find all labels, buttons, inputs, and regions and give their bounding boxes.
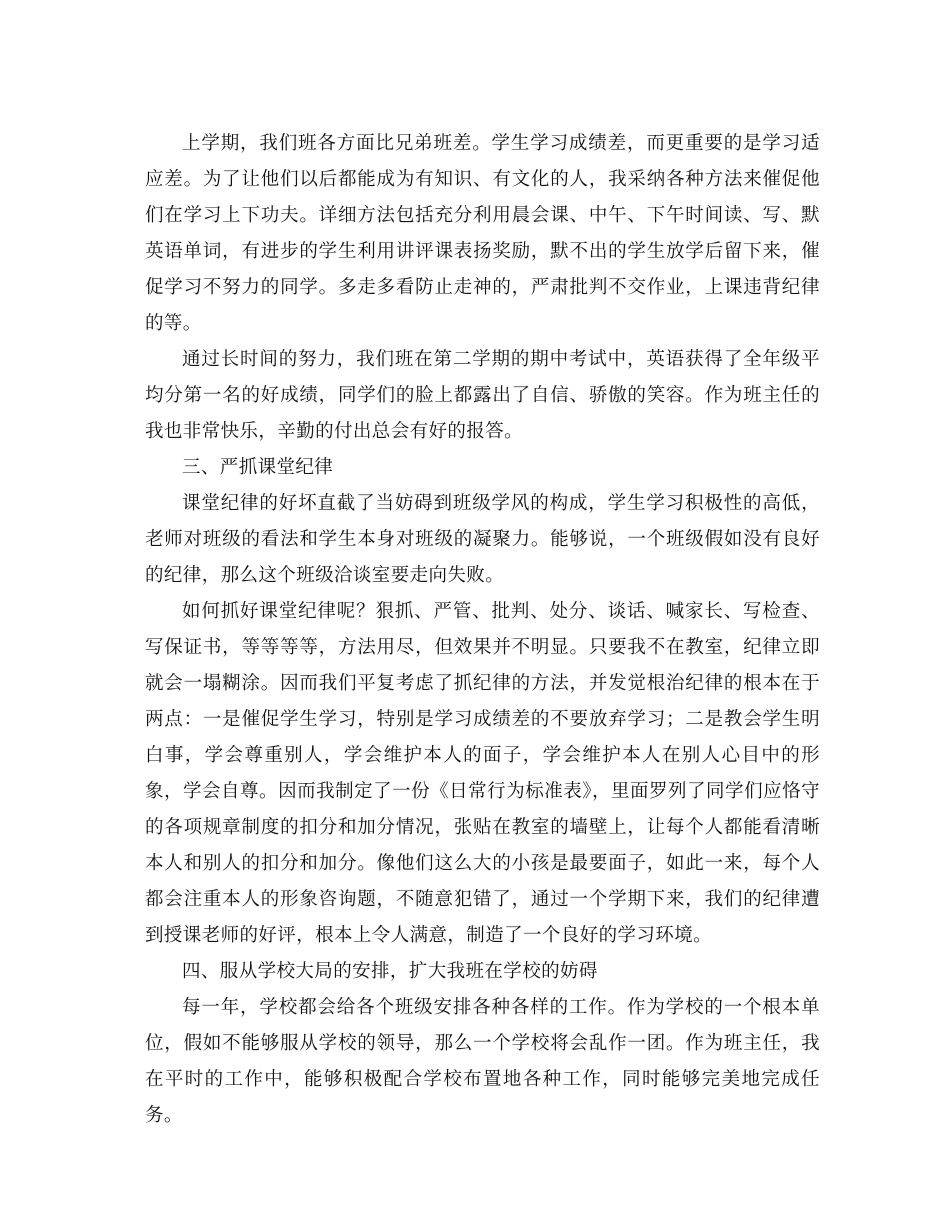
paragraph-discipline-importance: 课堂纪律的好坏直截了当妨碍到班级学风的构成，学生学习积极性的高低，老师对班级的看法和学生本身对班级的凝聚力。能够说，一个班级假如没有良好的纪律，那么这个班级洽谈室要走向失败。 xyxy=(145,493,820,586)
paragraph-school-work: 每一年，学校都会给各个班级安排各种各样的工作。作为学校的一个根本单位，假如不能够服从学校的领导，那么一个学校将会乱作一团。作为班主任，我在平时的工作中，能够积极配合学校布置地各种工作，同时能够完美地完成任务。 xyxy=(145,997,820,1126)
paragraph-exam-result: 通过长时间的努力，我们班在第二学期的期中考试中，英语获得了全年级平均分第一名的好成绩，同学们的脸上都露出了自信、骄傲的笑容。作为班主任的我也非常快乐，辛勤的付出总会有好的报答。 xyxy=(145,349,820,442)
paragraph-study-habits: 上学期，我们班各方面比兄弟班差。学生学习成绩差，而更重要的是学习适应差。为了让他们以后都能成为有知识、有文化的人，我采纳各种方法来催促他们在学习上下功夫。详细方法包括充分利用晨会课、中午、下午时间读、写、默英语单词，有进步的学生利用讲评课表扬奖励，默不出的学生放学后留下来，催促学习不努力的同学。多走多看防止走神的，严肃批判不交作业，上课违背纪律的等。 xyxy=(145,133,820,334)
document-body xyxy=(145,126,820,1134)
section-heading-discipline: 三、严抓课堂纪律 xyxy=(182,457,334,478)
paragraph-discipline-methods: 如何抓好课堂纪律呢？狠抓、严管、批判、处分、谈话、喊家长、写检查、写保证书，等等等等，方法用尽，但效果并不明显。只要我不在教室，纪律立即就会一塌糊涂。因而我们平复考虑了抓纪律的方法，并发觉根治纪律的根本在于两点：一是催促学生学习，特别是学习成绩差的不要放弃学习；二是教会学生明白事，学会尊重别人，学会维护本人的面子，学会维护本人在别人心目中的形象，学会自尊。因而我制定了一份《日常行为标准表》，里面罗列了同学们应恪守的各项规章制度的扣分和加分情况，张贴在教室的墙壁上，让每个人都能看清晰本人和别人的扣分和加分。像他们这么大的小孩是最要面子，如此一来，每个人都会注重本人的形象咨询题，不随意犯错了，通过一个学期下来，我们的纪律遭到授课老师的好评，根本上令人满意，制造了一个良好的学习环境。 xyxy=(145,601,820,946)
section-heading-school-arrangement: 四、服从学校大局的安排，扩大我班在学校的妨碍 xyxy=(182,961,598,982)
